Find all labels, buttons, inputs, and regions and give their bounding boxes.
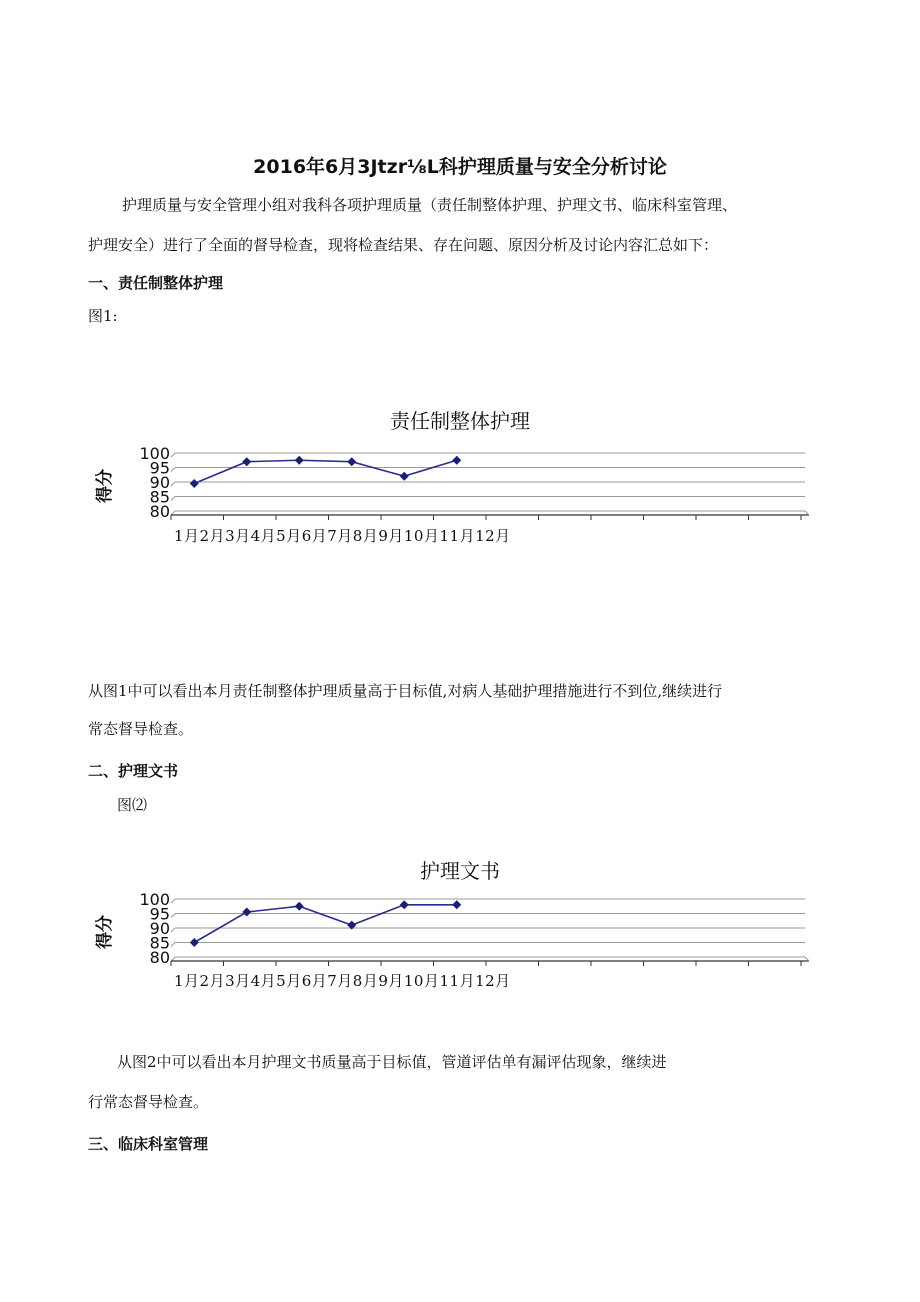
chart-1-ytick-100: 100	[139, 444, 170, 463]
intro-paragraph-line-1: 护理质量与安全管理小组对我科各项护理质量（责任制整体护理、护理文书、临床科室管理、	[122, 196, 738, 214]
chart-2-point-2月	[242, 908, 251, 917]
chart-2-point-1月	[190, 938, 199, 947]
chart-2-ytick-100: 100	[139, 890, 170, 909]
chart-2-grid-depth-90	[171, 928, 175, 932]
chart-2-x-axis-labels: 1月2月3月4月5月6月7月8月9月10月11月12月	[174, 972, 511, 990]
analysis-paragraph-1-line-1: 从图1中可以看出本月责任制整体护理质量高于目标值,对病人基础护理措施进行不到位,继续进行	[88, 682, 723, 700]
analysis-paragraph-1-line-2: 常态督导检查。	[88, 720, 194, 738]
chart-1-ytick-80: 80	[149, 502, 170, 521]
chart-2-series-line	[194, 905, 457, 943]
chart-1-ytick-85: 85	[149, 487, 170, 507]
chart-2-grid-depth-100	[171, 899, 175, 903]
chart-2-ytick-95: 95	[149, 904, 170, 924]
analysis-paragraph-2-line-1: 从图2中可以看出本月护理文书质量高于目标值，管道评估单有漏评估现象，继续进	[117, 1053, 667, 1071]
chart-2-point-6月	[452, 900, 461, 909]
chart-2-point-5月	[400, 900, 409, 909]
chart-1-ytick-95: 95	[149, 458, 170, 478]
section-heading-3: 三、临床科室管理	[88, 1135, 209, 1153]
analysis-paragraph-2-line-2: 行常态督导检查。	[88, 1093, 209, 1111]
intro-paragraph-line-2: 护理安全）进行了全面的督导检查，现将检查结果、存在问题、原因分析及讨论内容汇总如下：	[88, 236, 719, 254]
chart-1-title: 责任制整体护理	[390, 409, 530, 433]
chart-2-ytick-85: 85	[149, 933, 170, 953]
chart-2-ylabel: 得分	[95, 915, 115, 949]
chart-2-point-3月	[295, 902, 304, 911]
figure-label-1: 图1:	[88, 307, 118, 325]
figure-label-2: 图⑵	[117, 796, 148, 814]
section-heading-2: 二、护理文书	[88, 762, 179, 780]
document-title: 2016年6月3Jtzr⅛L科护理质量与安全分析讨论	[253, 156, 667, 178]
chart-1-x-axis-labels: 1月2月3月4月5月6月7月8月9月10月11月12月	[174, 527, 511, 545]
chart-2-ytick-80: 80	[149, 948, 170, 967]
chart-2-ytick-90: 90	[149, 919, 170, 938]
chart-1-ytick-90: 90	[149, 473, 170, 492]
chart-1-ylabel: 得分	[95, 469, 115, 503]
section-heading-1: 一、责任制整体护理	[88, 274, 224, 292]
chart-2-grid-depth-85	[171, 943, 175, 947]
chart-2-grid-depth-95	[171, 914, 175, 918]
chart-2-title: 护理文书	[420, 859, 500, 883]
